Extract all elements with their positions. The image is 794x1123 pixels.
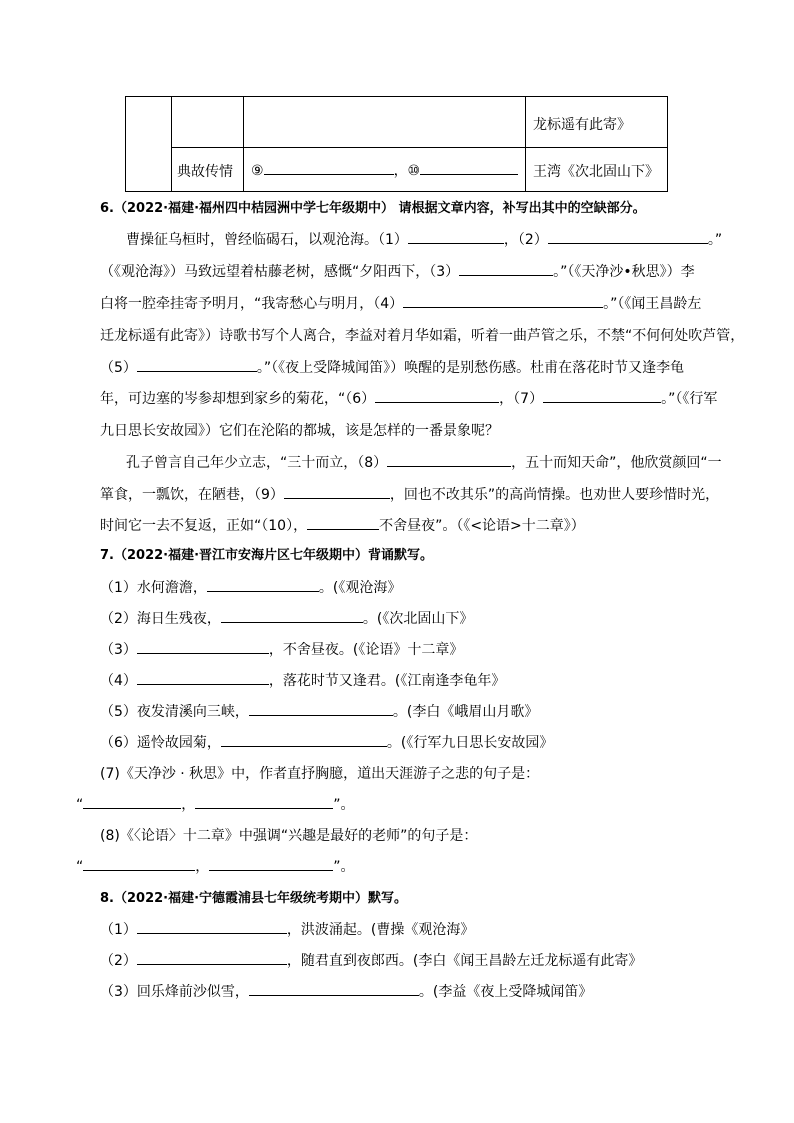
q6-text: 孔子曾言自己年少立志，“三十而立，（8）	[126, 455, 388, 471]
q7-text: （2）海日生残夜，	[100, 611, 221, 627]
q7-text: 。(《次北固山下》	[362, 611, 474, 627]
blank-10-marker: ，⑩	[393, 163, 421, 179]
q7-blank-2[interactable]	[221, 609, 363, 623]
q6-text: 。”（《行军	[661, 391, 718, 407]
q6-blank-10[interactable]	[307, 516, 379, 530]
q7-item-8-answer	[76, 857, 355, 877]
q6-blank-4[interactable]	[403, 294, 603, 308]
q7-text: ”。	[333, 859, 355, 875]
table-row2-label: 典故传情	[177, 164, 233, 180]
q6-blank-1[interactable]	[408, 230, 504, 244]
table-border-right	[667, 96, 668, 192]
q6-text: 。”	[707, 232, 723, 248]
q7-text: 。(李白《峨眉山月歌》	[392, 704, 539, 720]
q6-text: （5）	[100, 360, 137, 376]
q7-text: 。(《观沧海》	[318, 580, 402, 596]
q7-blank-1[interactable]	[207, 578, 319, 592]
table-border-bottom	[125, 191, 668, 192]
q7-item-8: (8)《〈论语〉十二章》中强调“兴趣是最好的老师”的句子是：	[100, 828, 478, 844]
q7-blank-7b[interactable]	[195, 795, 333, 809]
q6-text: 不舍昼夜”。（《<论语>十二章》）	[379, 518, 585, 534]
q6-line-3	[100, 294, 701, 314]
q7-text: （6）遥怜故园菊，	[100, 735, 221, 751]
q8-text: ，随君直到夜郎西。(李白《闻王昌龄左迁龙标遥有此寄》	[286, 953, 643, 969]
q8-text: ，洪波涌起。(曹操《观沧海》	[286, 922, 475, 938]
q8-text: （2）	[100, 953, 137, 969]
table-border-top	[125, 96, 668, 97]
table-border-left	[125, 96, 126, 192]
table-row-divider	[171, 147, 668, 148]
q7-item-6	[100, 733, 553, 753]
poetry-table	[125, 96, 668, 192]
q6-blank-7[interactable]	[543, 389, 661, 403]
q6-blank-6[interactable]	[375, 389, 499, 403]
q7-item-3	[100, 640, 463, 660]
q6-line-2	[100, 262, 695, 282]
q8-text: （1）	[100, 922, 137, 938]
table-row2-source: 王湾《次北固山下》	[533, 164, 659, 180]
q6-text: ，（7）	[499, 391, 544, 407]
q6-text: 时间它一去不复返，正如“（10），	[100, 518, 308, 534]
q6-text: ，回也不改其乐”的高尚情操。也劝世人要珍惜时光，	[389, 487, 720, 503]
table-row2-answer	[251, 160, 518, 180]
q7-blank-7a[interactable]	[83, 795, 181, 809]
q6-text: 白将一腔牵挂寄予明月，“我寄愁心与明月，（4）	[100, 296, 404, 312]
q7-item-7: (7)《天净沙 · 秋思》中，作者直抒胸臆，道出天涯游子之悲的句子是：	[100, 766, 540, 782]
q6-line-6	[100, 389, 717, 409]
q6-text: 曹操征乌桓时，曾经临碣石，以观沧海。（1）	[126, 232, 408, 248]
q7-item-5	[100, 702, 538, 722]
q7-blank-6[interactable]	[221, 733, 387, 747]
q6-text: 年，可边塞的岑参却想到家乡的菊花，“（6）	[100, 391, 376, 407]
q6-blank-3[interactable]	[459, 262, 553, 276]
q6-line-4: 迁龙标遥有此寄》）诗歌书写个人离合，李益对着月华如霜，听着一曲芦管之乐，不禁“不何何处吹芦管，	[100, 328, 745, 344]
q6-line-9	[100, 485, 719, 505]
q6-text: 。”（《闻王昌龄左	[603, 296, 702, 312]
q7-blank-8b[interactable]	[209, 857, 333, 871]
q6-text: （《观沧海》）马致远望着枯藤老树，感慨“夕阳西下，（3）	[100, 264, 460, 280]
q6-blank-5[interactable]	[137, 358, 257, 372]
table-divider-1	[171, 96, 172, 192]
q7-text: ，	[181, 797, 196, 813]
q7-item-4	[100, 671, 505, 691]
q7-text: ，落花时节又逢君。(《江南逢李龟年》	[268, 673, 506, 689]
q6-line-8	[126, 453, 722, 473]
q6-blank-9[interactable]	[284, 485, 390, 499]
q6-text: 箪食，一瓢饮，在陋巷，（9）	[100, 487, 284, 503]
q7-text: （1）水何澹澹，	[100, 580, 207, 596]
q7-text: （4）	[100, 673, 137, 689]
q7-item-1	[100, 578, 401, 598]
q6-text: 。”（《夜上受降城闻笛》）唤醒的是别愁伤感。杜甫在落花时节又逢李龟	[256, 360, 685, 376]
q6-line-5	[100, 358, 684, 378]
q8-blank-2[interactable]	[137, 951, 287, 965]
q6-line-10	[100, 516, 585, 536]
q7-text: 。(《行军九日思长安故园》	[386, 735, 554, 751]
q6-text: ，（2）	[503, 232, 548, 248]
q7-text: ，不舍昼夜。(《论语》十二章》	[268, 642, 464, 658]
table-divider-3	[525, 96, 526, 192]
blank-10[interactable]	[420, 160, 518, 175]
q8-text: 。(李益《夜上受降城闻笛》	[418, 984, 593, 1000]
q8-item-2	[100, 951, 642, 971]
q8-blank-3[interactable]	[249, 982, 419, 996]
blank-9[interactable]	[264, 160, 394, 175]
q6-line-1	[126, 230, 722, 250]
q8-item-3	[100, 982, 592, 1002]
q7-text: （3）	[100, 642, 137, 658]
table-row1-source: 龙标遥有此寄》	[533, 117, 631, 133]
q7-blank-4[interactable]	[137, 671, 269, 685]
q6-text: 。”（《天净沙•秋思》）李	[553, 264, 695, 280]
q6-line-7: 九日思长安故园》）它们在沦陷的都城，该是怎样的一番景象呢？	[100, 423, 499, 439]
q7-blank-3[interactable]	[137, 640, 269, 654]
q7-text: “	[76, 797, 84, 813]
q6-blank-2[interactable]	[548, 230, 708, 244]
q6-heading: 6.（2022·福建·福州四中桔园洲中学七年级期中） 请根据文章内容，补写出其中的空缺部分。	[100, 201, 646, 216]
table-divider-2	[243, 96, 244, 192]
q7-blank-5[interactable]	[249, 702, 393, 716]
q7-text: ，	[195, 859, 210, 875]
q7-item-7-answer	[76, 795, 355, 815]
q6-text: ，五十而知天命”，他欣赏颜回“一	[511, 455, 722, 471]
blank-9-marker: ⑨	[251, 163, 264, 179]
q8-text: （3）回乐烽前沙似雪，	[100, 984, 249, 1000]
q6-blank-8[interactable]	[387, 453, 511, 467]
q8-item-1	[100, 920, 474, 940]
q7-text: （5）夜发清溪向三峡，	[100, 704, 249, 720]
q7-blank-8a[interactable]	[83, 857, 195, 871]
q7-text: ”。	[333, 797, 355, 813]
q7-text: “	[76, 859, 84, 875]
q7-item-2	[100, 609, 473, 629]
q8-heading: 8.（2022·福建·宁德霞浦县七年级统考期中）默写。	[100, 891, 408, 906]
q8-blank-1[interactable]	[137, 920, 287, 934]
q7-heading: 7.（2022·福建·晋江市安海片区七年级期中）背诵默写。	[100, 548, 434, 563]
